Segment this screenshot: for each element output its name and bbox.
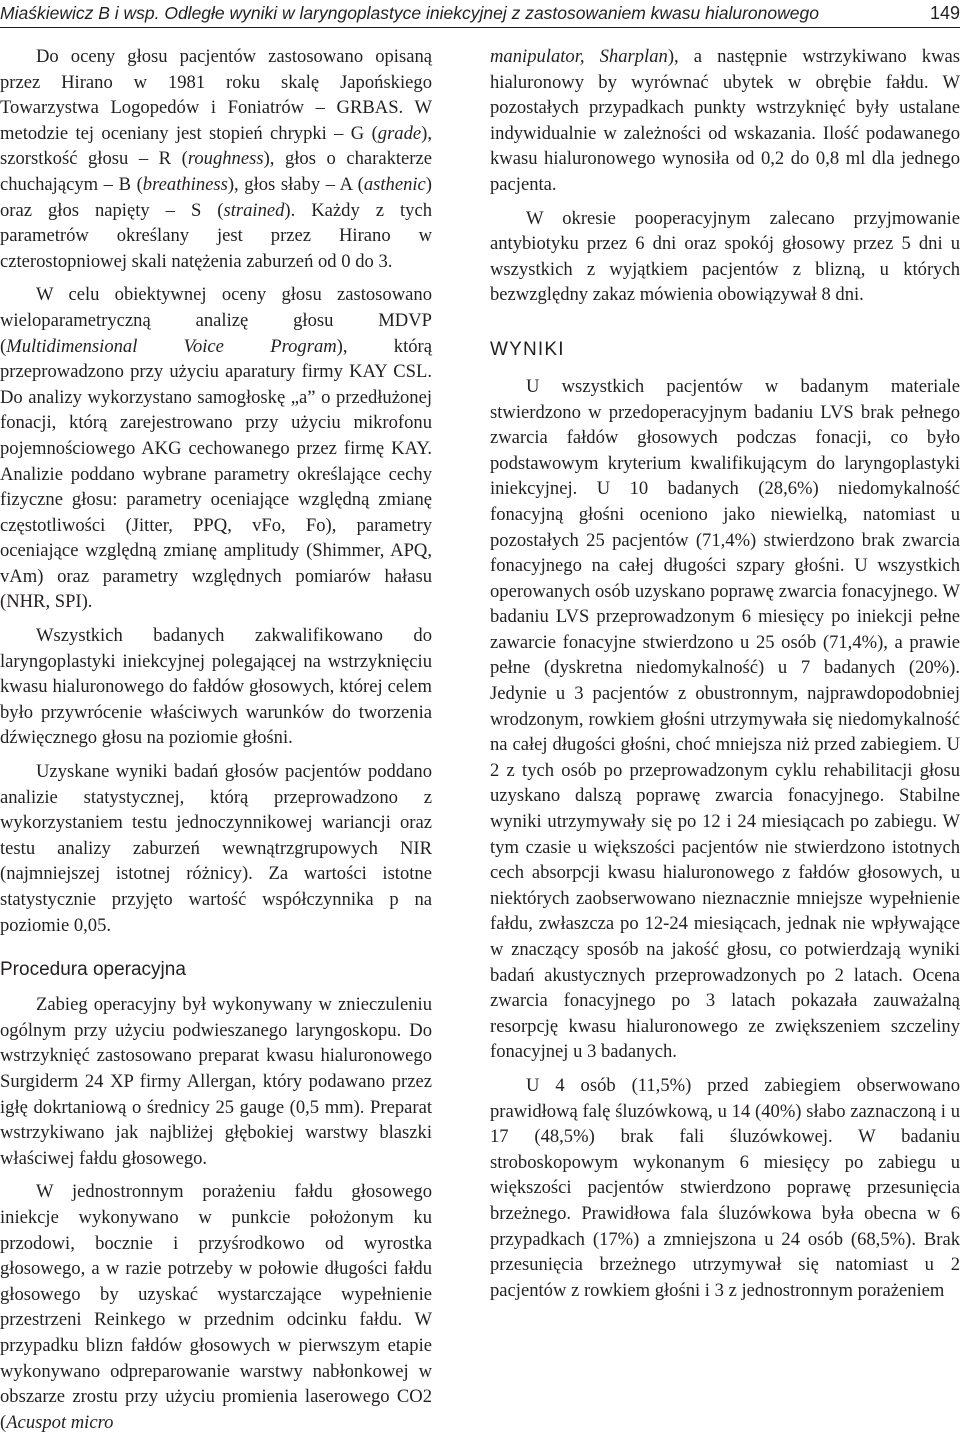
- section-heading-results: WYNIKI: [490, 338, 565, 360]
- paragraph-results-mucosal-wave: U 4 osób (11,5%) przed zabiegiem obserwowano prawidłową falę śluzówkową, u 14 (40%) słabo zaznaczoną i u 17 (48,5%) brak fali śluzówkowej. W badaniu stroboskopowym wykonanym 6 miesięcy po zabiegu u większości pacjentów stwierdzono poprawę przesunięcia brzeżnego. Prawidłowa fala śluzówkowa była obecna w 6 przypadkach (17%) a zmniejszona u 24 osób (68,5%). Brak przesunięcia brzeżnego utrzymywał się natomiast u 2 pacjentów z rowkiem głośni i 3 z jednostronnym porażeniem: [490, 1074, 960, 1301]
- paragraph-grbas: Do oceny głosu pacjentów zastosowano opisaną przez Hirano w 1981 roku skalę Japońskiego Towarzystwa Logopedów i Foniatrów – GRBAS. W metodzie tej oceniany jest stopień chrypki – G (grade), szorstkość głosu – R (roughness), głos o charakterze chuchającym – B (breathiness), głos słaby – A (asthenic) oraz głos napięty – S (strained). Każdy z tych parametrów określany jest przez Hirano w czterostopniowej skali natężenia zaburzeń od 0 do 3.: [0, 46, 433, 272]
- left-column: [0, 44, 432, 1435]
- paragraph-mdvp: W celu obiektywnej oceny głosu zastosowano wieloparametryczną analizę głosu MDVP (Multidimensional Voice Program), którą przeprowadzono przy użyciu aparatury firmy KAY CSL. Do analizy wykorzystano samogłoskę „a” o przedłużonej fonacji, którą zarejestrowano przy użyciu mikrofonu pojemnościowego AKG cechowanego przez firmę KAY. Analizie poddano wybrane parametry określające cechy fizyczne głosu: parametry oceniające względną zmianę częstotliwości (Jitter, PPQ, vFo, Fo), parametry oceniające względną zmianę amplitudy (Shimmer, APQ, vAm) oraz parametry względnych pomiarów hałasu (NHR, SPI).: [0, 284, 432, 613]
- running-head: Miaśkiewicz B i wsp. Odległe wyniki w laryngoplastyce iniekcyjnej z zastosowaniem kwasu hialuronowego: [0, 3, 819, 23]
- paragraph-postoperative: W okresie pooperacyjnym zalecano przyjmowanie antybiotyku przez 6 dni oraz spokój głosowy przez 5 dni u wszystkich z wyjątkiem pacjentów z blizną, u których bezwzględny zakaz mówienia obowiązywał 8 dni.: [490, 207, 960, 306]
- paragraph-continuation: manipulator, Sharplan), a następnie wstrzykiwano kwas hialuronowy by wyrównać ubytek w obrębie fałdu. W pozostałych przypadkach punkty wstrzyknięć były ustalane indywidualnie w zależności od wskazania. Ilość podawanego kwasu hialuronowego wynosiła od 0,2 do 0,8 ml dla jednego pacjenta.: [490, 46, 960, 195]
- running-header: [0, 0, 960, 30]
- page-number: 149: [929, 3, 960, 23]
- paragraph-statistics: Uzyskane wyniki badań głosów pacjentów poddano analizie statystycznej, którą przeprowadzono z wykorzystaniem testu jednoczynnikowej wariancji oraz testu analizy zaburzeń wewnątrzgrupowych NIR (najmniejszej istotnej różnicy). Za wartości istotne statystycznie przyjęto wartość współczynnika p na poziomie 0,05.: [0, 761, 432, 936]
- paragraph-injection: W jednostronnym porażeniu fałdu głosowego iniekcje wykonywano w punkcie położonym ku przodowi, bocznie i przyśrodkowo od wyrostka głosowego, a w razie potrzeby w połowie długości fałdu głosowego by uzyskać wystarczające wypełnienie przestrzeni Reinkego w przednim odcinku fałdu. W przypadku blizn fałdów głosowych w pierwszym etapie wykonywano odpreparowanie warstwy nabłonkowej w obszarze zrostu przy użyciu promienia laserowego CO2 (Acuspot micro: [0, 1181, 432, 1433]
- header-rule: [0, 27, 960, 28]
- paragraph-results-lvs: U wszystkich pacjentów w badanym materiale stwierdzono w przedoperacyjnym badaniu LVS brak pełnego zwarcia fałdów głosowych podczas fonacji, co było podstawowym kryterium kwalifikującym do laryngoplastyki iniekcyjnej. U 10 badanych (28,6%) niedomykalność fonacyjną głośni oceniono jako niewielką, natomiast u pozostałych 25 pacjentów (71,4%) stwierdzono brak zwarcia fonacyjnego na całej długości szpary głośni. U wszystkich operowanych osób uzyskano poprawę zwarcia fonacyjnego. W badaniu LVS przeprowadzonym 6 miesięcy po iniekcji pełne zawarcie fonacyjne stwierdzono u 25 osób (71,4%), a prawie pełne (dyskretna niedomykalność) u 7 badanych (20%). Jedynie u 3 pacjentów z obustronnym, najprawdopodobniej wrodzonym, rowkiem głośni utrzymywała się niedomykalność na całej długości głośni, choć mniejsza niż przed zabiegiem. U 2 z tych osób po przeprowadzonym cyklu rehabilitacji głosu uzyskano dalszą poprawę zwarcia fonacyjnego. Stabilne wyniki utrzymywały się po 12 i 24 miesiącach po zabiegu. W tym czasie u większości pacjentów nie stwierdzono istotnych cech absorpcji kwasu hialuronowego z fałdów głosowych, u niektórych zaobserwowano nieznacznie mniejsze wypełnienie fałdu, zwłaszcza po 12-24 miesiącach, jednak nie wpływające w znaczący sposób na jakość głosu, co potwierdzają wyniki badań akustycznych przeprowadzonych po 2 latach. Ocena zwarcia fonacyjnego po 3 latach pokazała zauważalną resorpcję kwasu hialuronowego ze zwiększeniem szczeliny fonacyjnej u 3 badanych.: [490, 375, 960, 1063]
- right-column: [490, 44, 960, 1303]
- section-heading-procedure: Procedura operacyjna: [0, 959, 186, 981]
- paragraph-procedure: Zabieg operacyjny był wykonywany w znieczuleniu ogólnym przy użyciu podwieszanego laryngoskopu. Do wstrzyknięć zastosowano preparat kwasu hialuronowego Surgiderm 24 XP firmy Allergan, który podawano przez igłę dokrtaniową o średnicy 25 gauge (0,5 mm). Preparat wstrzykiwano jak najbliżej głębokiej warstwy blaszki właściwej fałdu głosowego.: [0, 994, 432, 1169]
- paragraph-qualification: Wszystkich badanych zakwalifikowano do laryngoplastyki iniekcyjnej polegającej na wstrzyknięciu kwasu hialuronowego do fałdów głosowych, której celem było przywrócenie właściwych warunków do tworzenia dźwięcznego głosu na poziomie głośni.: [0, 625, 432, 749]
